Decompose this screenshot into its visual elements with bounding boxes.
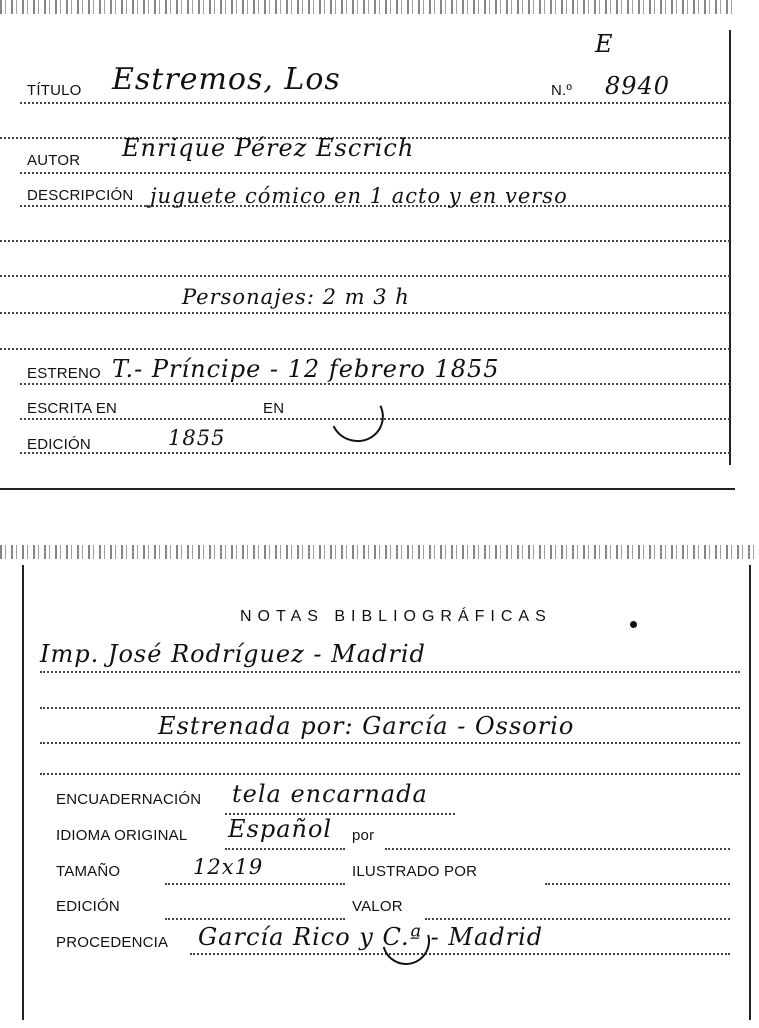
handwritten-tamano: 12x19: [193, 855, 264, 879]
ruled-line: [225, 848, 345, 850]
card-edge-noise: [0, 0, 735, 14]
ruled-line: [165, 883, 345, 885]
stamp-mark: [323, 382, 392, 449]
ruled-line: [165, 918, 345, 920]
card-edge-noise: [0, 545, 759, 559]
label-autor: AUTOR: [27, 152, 81, 169]
label-titulo: TÍTULO: [27, 82, 82, 99]
label-idioma: IDIOMA ORIGINAL: [56, 827, 188, 844]
label-por: por: [352, 827, 375, 844]
catalog-card-back: [0, 545, 759, 1028]
ruled-line: [40, 773, 740, 775]
label-edicion: EDICIÓN: [56, 898, 120, 915]
ruled-line: [20, 172, 730, 174]
handwritten-edicion: 1855: [168, 426, 226, 450]
card-bottom-border: [0, 488, 735, 490]
label-estreno: ESTRENO: [27, 365, 101, 382]
catalog-card-front: [0, 0, 735, 490]
ruled-line: [20, 452, 730, 454]
label-descripcion: DESCRIPCIÓN: [27, 187, 134, 204]
handwritten-letter: E: [595, 30, 614, 58]
label-escrita-en: ESCRITA EN: [27, 400, 118, 417]
ruled-line: [40, 742, 740, 744]
handwritten-estrenada: Estrenada por: García - Ossorio: [158, 712, 575, 740]
label-en: EN: [263, 400, 285, 417]
label-tamano: TAMAÑO: [56, 863, 121, 880]
ruled-line: [545, 883, 730, 885]
ruled-line: [0, 240, 730, 242]
label-procedencia: PROCEDENCIA: [56, 934, 169, 951]
handwritten-descripcion: juguete cómico en 1 acto y en verso: [150, 184, 568, 208]
label-numero: N.º: [551, 82, 573, 99]
label-ilustrado: ILUSTRADO POR: [352, 863, 478, 880]
ruled-line: [425, 918, 730, 920]
ruled-line: [20, 102, 730, 104]
ruled-line: [0, 275, 730, 277]
handwritten-autor: Enrique Pérez Escrich: [122, 134, 415, 162]
ruled-line: [40, 707, 740, 709]
ruled-line: [190, 953, 730, 955]
card-right-border: [729, 30, 731, 465]
label-valor: VALOR: [352, 898, 403, 915]
card-left-border: [22, 565, 24, 1020]
handwritten-imprenta: Imp. José Rodríguez - Madrid: [40, 640, 426, 668]
handwritten-personajes: Personajes: 2 m 3 h: [182, 285, 410, 309]
handwritten-encuadernacion: tela encarnada: [232, 780, 428, 808]
label-edicion: EDICIÓN: [27, 436, 91, 453]
dot-mark: [630, 621, 637, 628]
ruled-line: [40, 671, 740, 673]
handwritten-estreno: T.- Príncipe - 12 febrero 1855: [112, 355, 500, 383]
handwritten-procedencia: García Rico y C.ª - Madrid: [198, 923, 544, 951]
handwritten-idioma: Español: [228, 815, 333, 843]
ruled-line: [0, 312, 730, 314]
card-right-border: [749, 565, 751, 1020]
section-heading: NOTAS BIBLIOGRÁFICAS: [240, 608, 552, 625]
ruled-line: [385, 848, 730, 850]
ruled-line: [20, 383, 730, 385]
ruled-line: [0, 348, 730, 350]
handwritten-titulo: Estremos, Los: [112, 62, 341, 97]
label-encuadernacion: ENCUADERNACIÓN: [56, 791, 202, 808]
handwritten-numero: 8940: [605, 72, 671, 100]
